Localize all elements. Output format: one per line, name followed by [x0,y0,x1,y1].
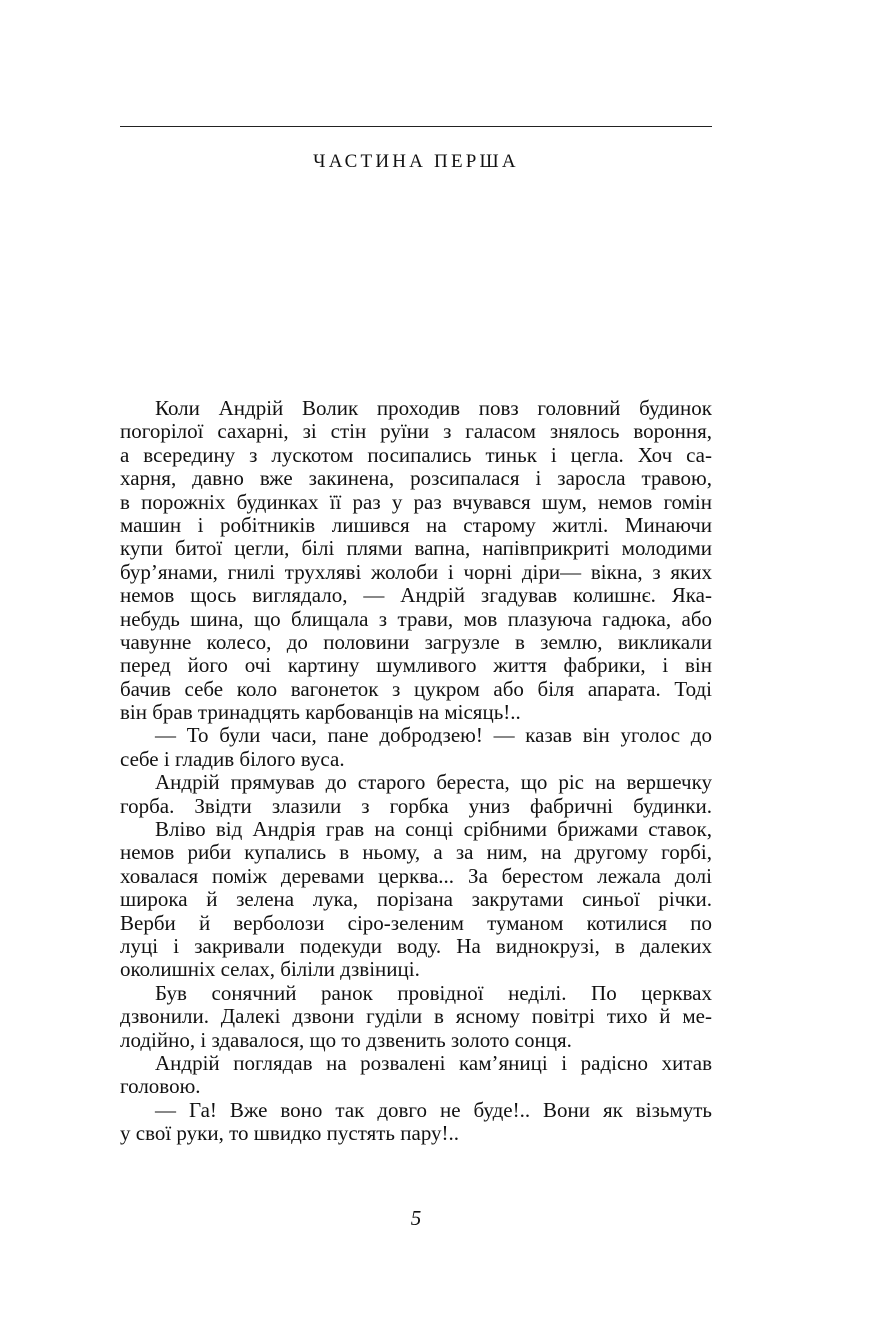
text-line: Коли Андрій Волик проходив повз головний будинок [155,396,712,420]
text-line: головою. [120,1074,201,1099]
header-rule [120,126,712,127]
text-line: — То були часи, пане добродзею! — казав він уголос до [155,723,712,748]
text-line: Андрій прямував до старого береста, що ріс на вершечку [155,770,712,795]
text-line: перед його очі картину шумливого життя фабрики, і він [120,653,712,678]
text-line: лодійно, і здавалося, що то дзвенить золото сонця. [120,1027,572,1052]
text-line: бур’янами, гнилі трухляві жолоби і чорні діри— вікна, з яких [120,559,712,584]
text-line: а всередину з лускотом посипались тиньк і цегла. Хоч са- [120,442,712,467]
part-title: ЧАСТИНА ПЕРША [313,151,519,172]
text-line: купи битої цегли, білі плями вапна, напівприкриті молодими [120,536,712,561]
text-line: Вліво від Андрія грав на сонці срібними брижами ставок, [155,817,712,842]
text-line: — Га! Вже воно так довго не буде!.. Вони як візьмуть [155,1097,712,1122]
text-line: околишніх селах, біліли дзвіниці. [120,957,420,982]
text-line: дзвонили. Далекі дзвони гуділи в ясному повітрі тихо й ме- [120,1004,712,1029]
text-line: Був сонячний ранок провідної неділі. По церквах [155,980,712,1005]
text-line: чавунне колесо, до половини загрузле в землю, викликали [120,629,712,654]
text-line: він брав тринадцять карбованців на місяць!.. [120,700,521,725]
text-line: немов риби купались в ньому, а за ним, на другому горбі, [120,840,712,865]
text-line: горба. Звідти злазили з горбка униз фабричні будинки. [120,793,712,818]
text-line: небудь шина, що блищала з трави, мов плазуюча гадюка, або [120,606,712,631]
body-text [120,397,712,1146]
text-line: ховалася поміж деревами церква... За берестом лежала долі [120,863,712,888]
text-line: себе і гладив білого вуса. [120,746,345,771]
text-line: широка й зелена лука, порізана закрутами синьої річки. [120,887,712,912]
text-line: харня, давно вже закинена, розсипалася і заросла травою, [120,466,712,491]
text-line: Верби й верболози сіро-зеленим туманом котилися по [120,910,712,935]
text-line: в порожніх будинках її раз у раз вчувався шум, немов гомін [120,489,712,514]
text-line: луці і закривали подекуди воду. На виднокрузі, в далеких [120,933,712,958]
text-line: погорілої сахарні, зі стін руїни з галасом знялось вороння, [120,419,712,444]
text-line: Андрій поглядав на розвалені кам’яниці і радісно хитав [155,1050,712,1075]
text-line: машин і робітників лишився на старому житлі. Минаючи [120,512,712,537]
text-line: у свої руки, то швидко пустять пару!.. [120,1121,460,1146]
text-line: немов щось виглядало, — Андрій згадував колишнє. Яка- [120,583,712,608]
text-line: бачив себе коло вагонеток з цукром або біля апарата. Тоді [120,676,712,701]
page-number: 5 [410,1206,422,1230]
